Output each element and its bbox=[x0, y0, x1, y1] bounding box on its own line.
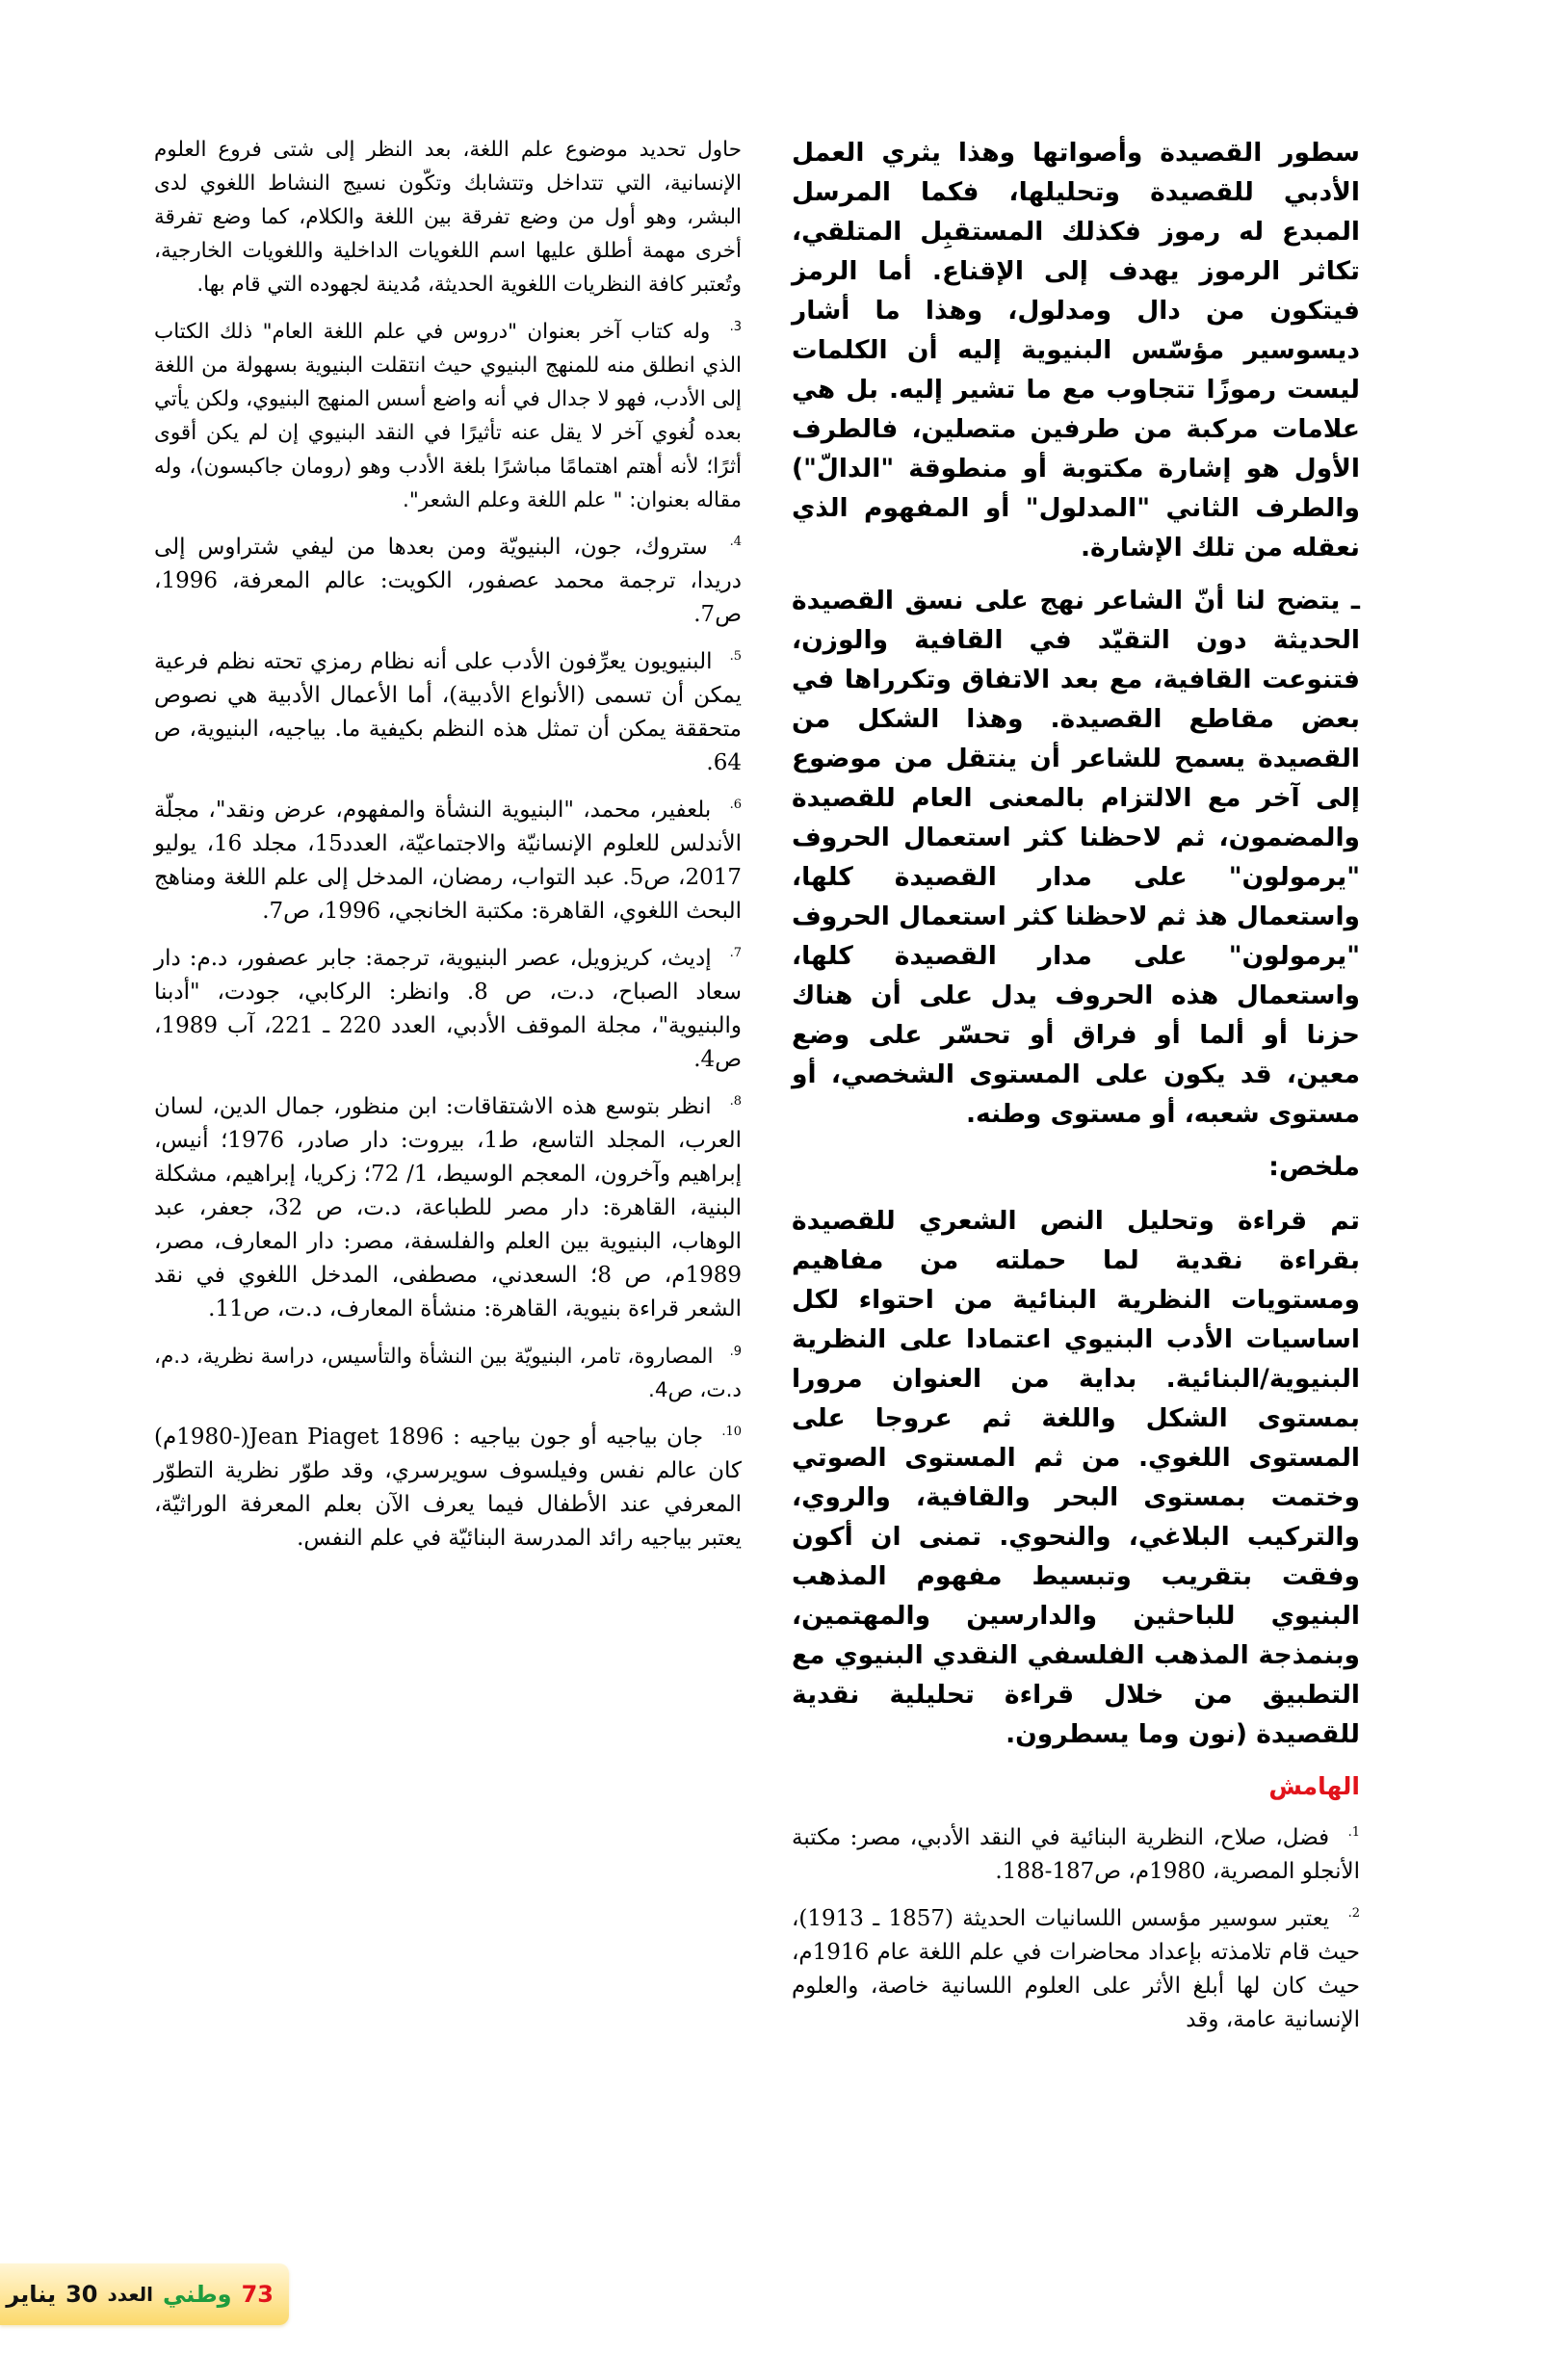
footnote bbox=[154, 645, 742, 780]
footnotes-column bbox=[154, 133, 742, 1569]
footnote-number: 6. bbox=[729, 798, 742, 813]
issue-month: يناير bbox=[6, 2281, 57, 2308]
footnote bbox=[154, 1340, 742, 1407]
article-body-column bbox=[792, 133, 1360, 2051]
footnote bbox=[154, 794, 742, 928]
footnote-text: بلعفير، محمد، "البنيوية النشأة والمفهوم، عرض ونقد"، مجلّة الأندلس للعلوم الإنسانيّة والاجتماعيّة، العدد15، مجلد 16، يوليو 2017، ص5. عبد التواب، رمضان، المدخل إلى علم اللغة ومناهج البحث اللغوي، القاهرة: مكتبة الخانجي، 1996، ص7. bbox=[154, 798, 742, 924]
magazine-brand: وطني bbox=[162, 2281, 232, 2308]
footnote-number: 5. bbox=[729, 649, 742, 665]
footnote-continuation: حاول تحديد موضوع علم اللغة، بعد النظر إلى شتى فروع العلوم الإنسانية، التي تتداخل وتتشابك وتكّون نسيج النشاط اللغوي لدى البشر، وهو أول من وضع تفرقة بين اللغة والكلام، كما وضع تفرقة أخرى مهمة أطلق عليها اسم اللغويات الداخلية واللغويات الخارجية، وتُعتبر كافة النظريات اللغوية الحديثة، مُدينة لجهوده التي قام بها. bbox=[154, 138, 742, 297]
footnote-text: يعتبر سوسير مؤسس اللسانيات الحديثة (1857 ـ 1913)، حيث قام تلامذته بإعداد محاضرات في علم اللغة عام 1916م، حيث كان لها أبلغ الأثر على العلوم اللسانية خاصة، والعلوم الإنسانية عامة، وقد bbox=[792, 1906, 1360, 2032]
footnote-text: البنيويون يعرِّفون الأدب على أنه نظام رمزي تحته نظم فرعية يمكن أن تسمى (الأنواع الأدبية)، أما الأعمال الأدبية هي نصوص متحققة يمكن أن تمثل هذه النظم بكيفية ما. بياجيه، البنيوية، ص 64. bbox=[154, 649, 742, 775]
footnote-number: 8. bbox=[729, 1094, 742, 1110]
footnote-number: 10. bbox=[721, 1425, 743, 1440]
footnote-number: 7. bbox=[729, 946, 742, 961]
issue-day: 30 bbox=[65, 2281, 98, 2308]
footnote bbox=[154, 1090, 742, 1326]
page-number: 73 bbox=[241, 2281, 274, 2308]
footnote-number: 2. bbox=[1347, 1906, 1360, 1922]
footnote bbox=[154, 315, 742, 517]
footnotes-heading: الهامش bbox=[1268, 1772, 1360, 1800]
footnote-number: 1. bbox=[1347, 1825, 1360, 1841]
footnote-number: 9. bbox=[729, 1344, 742, 1359]
footnote bbox=[154, 531, 742, 632]
footnote-text: جان بياجيه أو جون بياجيه : Jean Piaget 1896(-1980م) كان عالم نفس وفيلسوف سويرسري، وقد طوّر نظرية التطوّر المعرفي عند الأطفال فيما يعرف الآن بعلم المعرفة الوراثيّة، يعتبر بياجيه رائد المدرسة البنائيّة في علم النفس. bbox=[154, 1425, 742, 1551]
issue-footer-badge bbox=[0, 2263, 289, 2325]
footnote-text: انظر بتوسع هذه الاشتقاقات: ابن منظور، جمال الدين، لسان العرب، المجلد التاسع، ط1، بيروت: دار صادر، 1976؛ أنيس، إبراهيم وآخرون، المعجم الوسيط، 1/ 72؛ زكريا، إبراهيم، مشكلة البنية، القاهرة: دار مصر للطباعة، د.ت، ص 32، جعفر، عبد الوهاب، البنيوية بين العلم والفلسفة، مصر: دار المعارف، مصر، 1989م، ص 8؛ السعدني، مصطفى، المدخل اللغوي في نقد الشعر قراءة بنيوية، القاهرة: منشأة المعارف، د.ت، ص11. bbox=[154, 1094, 743, 1321]
summary-paragraph: تم قراءة وتحليل النص الشعري للقصيدة بقراءة نقدية لما حملته من مفاهيم ومستويات النظرية البنائية من احتواء لكل اساسيات الأدب البنيوي اعتمادا على النظرية البنيوية/البنائية. بداية من العنوان مرورا بمستوى الشكل واللغة ثم عروجا على المستوى اللغوي. من ثم المستوى الصوتي وختمت بمستوى البحر والقافية، والروي، والتركيب البلاغي، والنحوي. تمنى ان أكون وفقت بتقريب وتبسيط مفهوم المذهب البنيوي للباحثين والدارسين والمهتمين، وبنمذجة المذهب الفلسفي النقدي البنيوي مع التطبيق من خلال قراءة تحليلية نقدية للقصيدة (نون وما يسطرون. bbox=[792, 1206, 1360, 1749]
footnote bbox=[792, 1902, 1360, 2037]
footnote bbox=[154, 942, 742, 1077]
footnote bbox=[792, 1821, 1360, 1889]
footnote-text: إديث، كريزويل، عصر البنيوية، ترجمة: جابر عصفور، د.م: دار سعاد الصباح، د.ت، ص 8. وانظر: الركابي، جودت، "أدبنا والبنيوية"، مجلة الموقف الأدبي، العدد 220 ـ 221، آب 1989، ص4. bbox=[154, 946, 742, 1072]
footnote-number: 4. bbox=[729, 535, 742, 550]
footnote-text: المصاروة، تامر، البنيويّة بين النشأة والتأسيس، دراسة نظرية، د.م، د.ت، ص4. bbox=[154, 1345, 742, 1402]
footnote bbox=[154, 1421, 742, 1556]
footnote-number: 3. bbox=[729, 319, 742, 334]
footnote-text: وله كتاب آخر بعنوان "دروس في علم اللغة العام" ذلك الكتاب الذي انطلق منه للمنهج البنيوي حيث انتقلت البنيوية بسهولة من اللغة إلى الأدب، فهو لا جدال في أنه واضع أسس المنهج البنيوي، ولكن يأتي بعده لُغوي آخر لا يقل عنه تأثيرًا في النقد البنيوي إن لم يكن أقوى أثرًا؛ لأنه أهتم اهتمامًا مباشرًا بلغة الأدب وهو (رومان جاكبسون)، وله مقاله بعنوان: " علم اللغة وعلم الشعر". bbox=[153, 320, 742, 512]
body-paragraph: سطور القصيدة وأصواتها وهذا يثري العمل الأدبي للقصيدة وتحليلها، فكما المرسل المبدع له رموز فكذلك المستقبِل المتلقي، تكاثر الرموز يهدف إلى الإقناع. أما الرمز فيتكون من دال ومدلول، وهذا ما أشار ديسوسير مؤسّس البنيوية إليه أن الكلمات ليست رموزًا تتجاوب مع ما تشير إليه. بل هي علامات مركبة من طرفين متصلين، فالطرف الأول هو إشارة مكتوبة أو منطوقة "الدالّ") والطرف الثاني "المدلول" أو المفهوم الذي نعقله من تلك الإشارة. bbox=[792, 138, 1360, 562]
footnote-text: ستروك، جون، البنيويّة ومن بعدها من ليفي شتراوس إلى دريدا، ترجمة محمد عصفور، الكويت: عالم المعرفة، 1996، ص7. bbox=[154, 535, 742, 627]
issue-label: العدد bbox=[107, 2283, 153, 2306]
body-paragraph: ـ يتضح لنا أنّ الشاعر نهج على نسق القصيدة الحديثة دون التقيّد في القافية والوزن، فتنوعت القافية، مع بعد الاتفاق وتكرراها في بعض مقاطع القصيدة. وهذا الشكل من القصيدة يسمح للشاعر أن ينتقل من موضوع إلى آخر مع الالتزام بالمعنى العام للقصيدة والمضمون، ثم لاحظنا كثر استعمال الحروف "يرمولون" على مدار القصيدة كلها، واستعمال هذ ثم لاحظنا كثر استعمال الحروف "يرمولون" على مدار القصيدة كلها، واستعمال هذه الحروف يدل على أن هناك حزنا أو ألما أو فراق أو تحسّر على وضع معين، قد يكون على المستوى الشخصي، أو مستوى شعبه، أو مستوى وطنه. bbox=[792, 586, 1360, 1129]
footnote-text: فضل، صلاح، النظرية البنائية في النقد الأدبي، مصر: مكتبة الأنجلو المصرية، 1980م، ص187-188. bbox=[792, 1825, 1360, 1884]
summary-heading: ملخص: bbox=[1268, 1152, 1360, 1182]
